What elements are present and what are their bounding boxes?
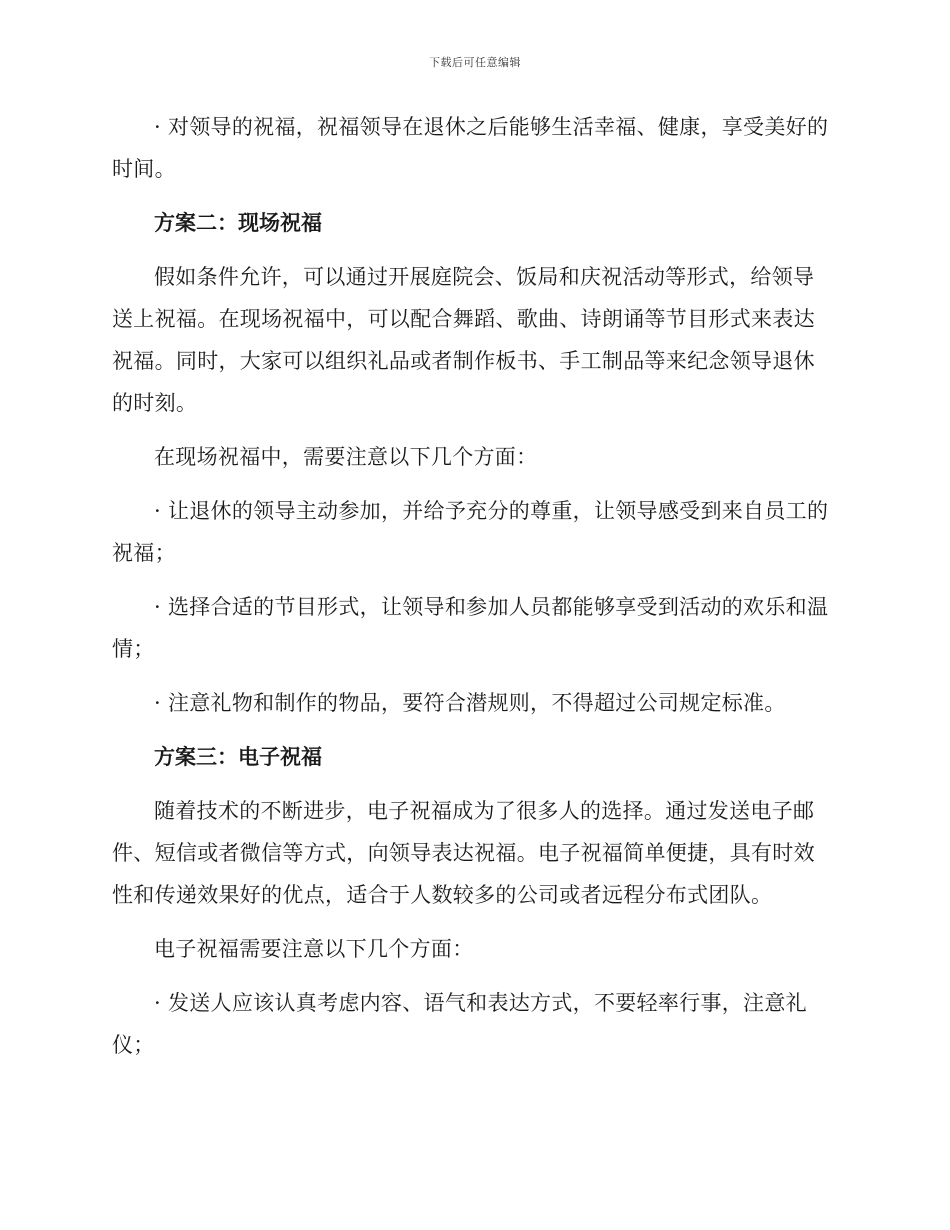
document-body bbox=[112, 106, 832, 1078]
section-heading-onsite-wishes: 方案二：现场祝福 bbox=[154, 210, 322, 235]
paragraph-onsite-notes-intro: 在现场祝福中，需要注意以下几个方面： bbox=[154, 445, 538, 469]
paragraph-wishes-bullet: · 对领导的祝福，祝福领导在退休之后能够生活幸福、健康，享受美好的时间。 bbox=[112, 115, 829, 181]
paragraph-onsite-intro: 假如条件允许，可以通过开展庭院会、饭局和庆祝活动等形式，给领导送上祝福。在现场祝福中，可以配合舞蹈、歌曲、诗朗诵等节目形式来表达祝福。同时，大家可以组织礼品或者制作板书、手工制品等来纪念领导退休的时刻。 bbox=[112, 265, 815, 415]
paragraph-electronic-notes-intro: 电子祝福需要注意以下几个方面： bbox=[154, 937, 474, 961]
paragraph-electronic-bullet-1: · 发送人应该认真考虑内容、语气和表达方式，不要轻率行事，注意礼仪； bbox=[112, 991, 807, 1057]
paragraph-onsite-bullet-2: · 选择合适的节目形式，让领导和参加人员都能够享受到活动的欢乐和温情； bbox=[112, 595, 829, 661]
paragraph-onsite-bullet-1: · 让退休的领导主动参加，并给予充分的尊重，让领导感受到来自员工的祝福； bbox=[112, 499, 829, 565]
paragraph-electronic-intro: 随着技术的不断进步，电子祝福成为了很多人的选择。通过发送电子邮件、短信或者微信等方式，向领导表达祝福。电子祝福简单便捷，具有时效性和传递效果好的优点，适合于人数较多的公司或者远程分布式团队。 bbox=[112, 799, 815, 907]
paragraph-onsite-bullet-3: · 注意礼物和制作的物品，要符合潜规则，不得超过公司规定标准。 bbox=[154, 691, 786, 715]
page-header: 下载后可任意编辑 bbox=[429, 56, 521, 69]
section-heading-electronic-wishes: 方案三：电子祝福 bbox=[154, 744, 322, 769]
